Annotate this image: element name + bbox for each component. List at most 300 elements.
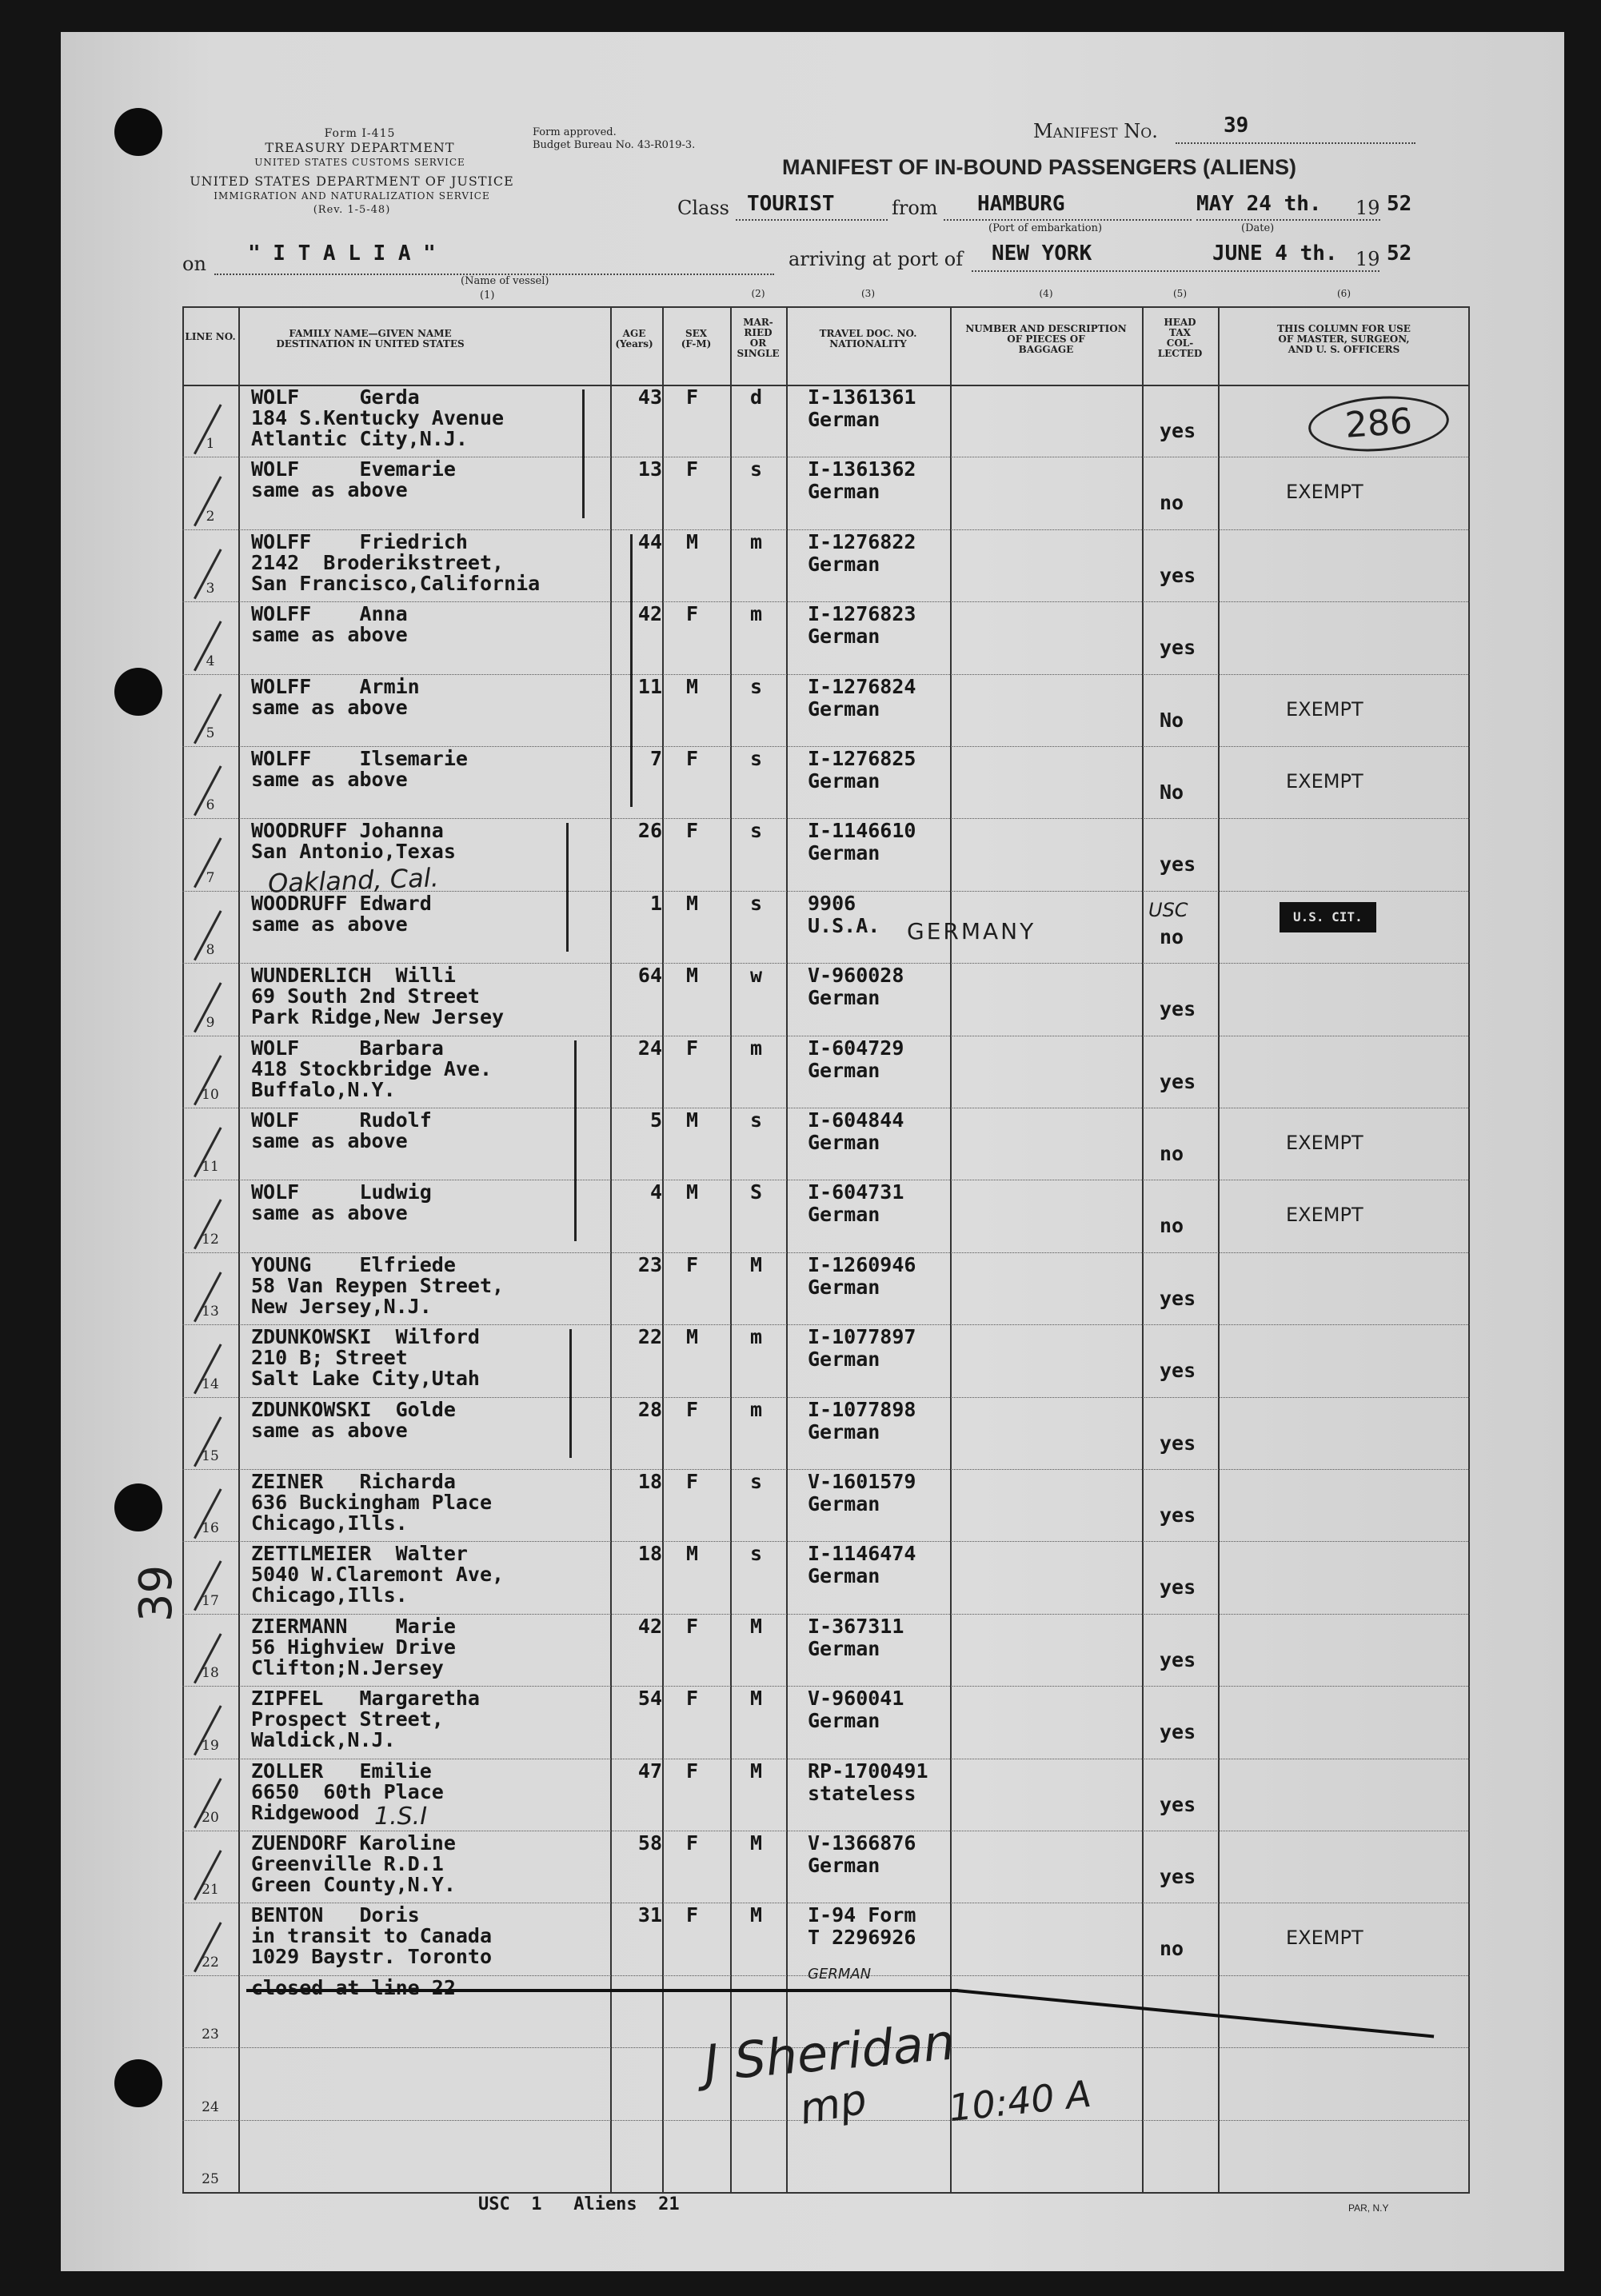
footer-printer: PAR, N.Y <box>1348 2202 1389 2214</box>
nationality: German <box>808 1058 880 1082</box>
sex-value: F <box>686 1831 699 1855</box>
line-number: 23 <box>202 2026 219 2043</box>
travel-doc-no: I-1276823 <box>808 602 916 626</box>
nationality: German <box>808 1420 880 1443</box>
travel-doc-no: V-1601579 <box>808 1470 916 1493</box>
passenger-name: WOLFF Ilsemarie <box>251 747 468 770</box>
date-line <box>1196 219 1380 221</box>
sex-value: M <box>686 964 699 988</box>
age-value: 1 <box>649 891 662 915</box>
age-value: 64 <box>637 964 662 988</box>
line-number: 8 <box>206 942 215 959</box>
passenger-name: WOLFF Friedrich <box>251 529 468 553</box>
head-tax: yes <box>1160 1069 1196 1093</box>
passenger-name: WOLF Gerda <box>251 385 420 409</box>
nationality: German <box>808 986 880 1010</box>
sex-value: M <box>686 1542 699 1566</box>
nationality: German <box>808 625 880 649</box>
line-number: 7 <box>206 869 215 886</box>
family-bracket <box>566 823 569 952</box>
handwritten-time: 10:40 A <box>946 2071 1093 2130</box>
head-tax: yes <box>1160 1720 1196 1744</box>
col-divider <box>610 306 612 2194</box>
destination-line1: same as above <box>251 912 408 936</box>
destination-line1: Prospect Street, <box>251 1707 444 1731</box>
nationality: stateless <box>808 1781 916 1805</box>
marital-value: S <box>750 1180 763 1204</box>
exempt-note: EXEMPT <box>1286 1132 1363 1154</box>
destination-line1: 58 Van Reypen Street, <box>251 1273 505 1297</box>
line-number: 21 <box>202 1882 219 1899</box>
line-number: 14 <box>202 1376 219 1392</box>
passenger-name: ZUENDORF Karoline <box>251 1831 456 1855</box>
form-approval <box>533 126 695 152</box>
travel-doc-no: I-1146610 <box>808 819 916 843</box>
passenger-name: ZEINER Richarda <box>251 1470 456 1493</box>
family-bracket <box>630 534 633 808</box>
age-value: 23 <box>637 1252 662 1276</box>
destination-line1: 2142 Broderikstreet, <box>251 550 505 574</box>
date-caption: (Date) <box>1241 222 1275 234</box>
handwritten-nationality-22: GERMAN <box>808 1966 872 1983</box>
age-value: 24 <box>637 1036 662 1060</box>
destination-line1: same as above <box>251 695 408 719</box>
age-value: 22 <box>637 1325 662 1349</box>
destination-line2: Chicago,Ills. <box>251 1511 408 1535</box>
date-value: MAY 24 th. <box>1196 192 1322 216</box>
passenger-name: WOLF Ludwig <box>251 1180 432 1204</box>
destination-line2: Salt Lake City,Utah <box>251 1367 480 1391</box>
punch-hole <box>114 668 162 716</box>
destination-line1: 56 Highview Drive <box>251 1635 456 1659</box>
form-id-block <box>240 126 480 170</box>
col-divider <box>950 306 952 2194</box>
line-number: 2 <box>206 508 215 525</box>
destination-line2: Clifton;N.Jersey <box>251 1655 444 1679</box>
travel-doc-no: I-604731 <box>808 1180 904 1204</box>
marital-value: s <box>750 674 763 698</box>
travel-doc-no: I-604844 <box>808 1108 904 1132</box>
col-baggage-head: NUMBER AND DESCRIPTION OF PIECES OF BAGGAGE <box>965 323 1127 355</box>
nationality: German <box>808 841 880 865</box>
arrival-year-prefix: 19 <box>1355 248 1380 270</box>
age-value: 54 <box>637 1687 662 1711</box>
line-number: 16 <box>202 1520 219 1537</box>
form-number: Form I-415 <box>324 127 396 140</box>
us-cit-stamp: U.S. CIT. <box>1280 902 1376 932</box>
passenger-name: ZETTLMEIER Walter <box>251 1542 468 1566</box>
marital-value: s <box>750 1542 763 1566</box>
travel-doc-no: I-367311 <box>808 1614 904 1638</box>
line-number: 22 <box>202 1954 219 1971</box>
age-value: 26 <box>637 819 662 843</box>
head-tax: yes <box>1160 1286 1196 1310</box>
head-tax: no <box>1160 924 1184 948</box>
destination-line1: in transit to Canada <box>251 1924 493 1948</box>
nationality: German <box>808 1636 880 1660</box>
col-line-head: LINE NO. <box>185 331 236 342</box>
manifest-no-value: 39 <box>1224 114 1249 138</box>
sex-value: F <box>686 747 699 770</box>
sex-value: M <box>686 1325 699 1349</box>
destination-line1: same as above <box>251 1418 408 1442</box>
marital-value: s <box>750 1470 763 1493</box>
sex-value: M <box>686 674 699 698</box>
closing-rule <box>246 1989 958 1992</box>
col-divider <box>1218 306 1220 2194</box>
class-line <box>736 219 888 221</box>
nationality: German <box>808 480 880 504</box>
form-revision: (Rev. 1-5-48) <box>313 204 391 216</box>
destination-line1: same as above <box>251 1201 408 1225</box>
passenger-name: WOLFF Armin <box>251 674 420 698</box>
passenger-name: ZIPFEL Margaretha <box>251 1687 480 1711</box>
col-headtax-head: HEAD TAX COL- LECTED <box>1157 317 1203 359</box>
marital-value: s <box>750 891 763 915</box>
nationality: German <box>808 769 880 793</box>
manifest-title: MANIFEST OF IN-BOUND PASSENGERS (ALIENS) <box>782 155 1297 179</box>
line-number: 6 <box>206 797 215 814</box>
age-value: 42 <box>637 1614 662 1638</box>
year-prefix: 19 <box>1355 197 1380 219</box>
passenger-name: ZOLLER Emilie <box>251 1759 432 1783</box>
passenger-name: WOLFF Anna <box>251 602 408 626</box>
nationality: German <box>808 408 880 431</box>
destination-line1: same as above <box>251 623 408 647</box>
line-number: 13 <box>202 1304 219 1320</box>
head-tax: yes <box>1160 419 1196 442</box>
destination-line1: 210 B; Street <box>251 1346 408 1370</box>
destination-line1: 636 Buckingham Place <box>251 1491 493 1514</box>
travel-doc-no: I-1077898 <box>808 1397 916 1421</box>
marital-value: s <box>750 747 763 770</box>
passenger-name: WOODRUFF Edward <box>251 891 432 915</box>
col-num-3: (3) <box>861 288 875 299</box>
destination-line1: Greenville R.D.1 <box>251 1852 444 1875</box>
head-tax: No <box>1160 781 1184 804</box>
destination-line2: Buffalo,N.Y. <box>251 1077 396 1101</box>
age-value: 28 <box>637 1397 662 1421</box>
line-number: 25 <box>202 2171 219 2187</box>
line-number: 1 <box>206 436 215 453</box>
marital-value: s <box>750 457 763 481</box>
col-num-4: (4) <box>1039 288 1053 299</box>
head-tax: yes <box>1160 1503 1196 1527</box>
passenger-name: ZDUNKOWSKI Golde <box>251 1397 456 1421</box>
col-sex-head: SEX (F-M) <box>681 328 712 349</box>
marital-value: w <box>750 964 763 988</box>
travel-doc-no: I-1276825 <box>808 747 916 770</box>
passenger-name: WOLF Barbara <box>251 1036 444 1060</box>
age-value: 44 <box>637 529 662 553</box>
family-bracket <box>569 1329 572 1458</box>
handwritten-initials: mp <box>796 2075 871 2134</box>
sex-value: F <box>686 457 699 481</box>
line-number: 5 <box>206 725 215 741</box>
nationality: German <box>808 1275 880 1299</box>
travel-doc-no: I-1260946 <box>808 1252 916 1276</box>
line-number: 17 <box>202 1592 219 1609</box>
destination-line2: Chicago,Ills. <box>251 1583 408 1607</box>
head-tax: yes <box>1160 1431 1196 1455</box>
col-married-head: MAR- RIED OR SINGLE <box>737 317 780 359</box>
travel-doc-no: I-94 Form <box>808 1903 916 1927</box>
marital-value: M <box>750 1831 763 1855</box>
passenger-table <box>182 288 1470 2194</box>
sex-value: F <box>686 1036 699 1060</box>
vessel-colnum: (1) <box>480 289 495 301</box>
passenger-name: WUNDERLICH Willi <box>251 964 456 988</box>
nationality: German <box>808 1854 880 1877</box>
line-number: 19 <box>202 1737 219 1754</box>
col-divider <box>730 306 732 2194</box>
passenger-name: closed at line 22 <box>251 1975 456 1999</box>
head-tax: yes <box>1160 563 1196 587</box>
sex-value: F <box>686 819 699 843</box>
nationality: German <box>808 1709 880 1733</box>
dept-justice: UNITED STATES DEPARTMENT OF JUSTICE <box>190 174 514 189</box>
travel-doc-no: I-1361362 <box>808 457 916 481</box>
head-tax: No <box>1160 708 1184 732</box>
age-value: 47 <box>637 1759 662 1783</box>
destination-line2: New Jersey,N.J. <box>251 1294 432 1318</box>
line-number: 15 <box>202 1448 219 1464</box>
exempt-note: EXEMPT <box>1286 770 1363 793</box>
head-tax: yes <box>1160 1865 1196 1888</box>
travel-doc-no: RP-1700491 <box>808 1759 928 1783</box>
head-tax: yes <box>1160 853 1196 876</box>
arrival-port: NEW YORK <box>992 242 1092 266</box>
exempt-note: EXEMPT <box>1286 1204 1363 1227</box>
arriving-label: arriving at port of <box>789 248 964 270</box>
col-divider <box>238 306 240 2194</box>
col-name-head: FAMILY NAME—GIVEN NAME DESTINATION IN UNITED STATES <box>276 328 465 349</box>
line-number: 18 <box>202 1665 219 1682</box>
dept-justice-sub: IMMIGRATION AND NATURALIZATION SERVICE <box>214 190 490 202</box>
destination-line2: San Francisco,California <box>251 571 541 595</box>
col-divider <box>662 306 664 2194</box>
sex-value: M <box>686 1180 699 1204</box>
age-value: 13 <box>637 457 662 481</box>
head-tax: no <box>1160 1937 1184 1961</box>
age-value: 4 <box>649 1180 662 1204</box>
sex-value: F <box>686 1687 699 1711</box>
vessel-caption: (Name of vessel) <box>461 275 549 287</box>
passenger-name: WOODRUFF Johanna <box>251 819 444 843</box>
marital-value: m <box>750 1036 763 1060</box>
dept-treasury-sub: UNITED STATES CUSTOMS SERVICE <box>254 157 465 168</box>
head-tax: yes <box>1160 1792 1196 1816</box>
head-tax: no <box>1160 1214 1184 1238</box>
marital-value: s <box>750 1108 763 1132</box>
destination-line1: same as above <box>251 478 408 502</box>
destination-line1: 418 Stockbridge Ave. <box>251 1056 493 1080</box>
arrival-year: 52 <box>1387 242 1412 266</box>
head-tax: yes <box>1160 1575 1196 1599</box>
age-value: 18 <box>637 1542 662 1566</box>
head-tax: yes <box>1160 636 1196 660</box>
line-number: 20 <box>202 1810 219 1826</box>
nationality: T 2296926 <box>808 1926 916 1950</box>
class-value: TOURIST <box>747 192 835 216</box>
family-bracket <box>574 1040 577 1241</box>
col-num-2: (2) <box>751 288 765 299</box>
nationality: German <box>808 697 880 721</box>
family-bracket <box>582 389 585 518</box>
destination-line1: 6650 60th Place <box>251 1779 444 1803</box>
handwritten-nationality: GERMANY <box>907 918 1036 944</box>
travel-doc-no: 9906 <box>808 891 856 915</box>
line-number: 12 <box>202 1231 219 1248</box>
line-number: 11 <box>202 1159 219 1176</box>
sex-value: F <box>686 385 699 409</box>
destination-line2: Waldick,N.J. <box>251 1728 396 1752</box>
punch-hole <box>114 1483 162 1531</box>
destination-line2: Green County,N.Y. <box>251 1873 456 1896</box>
age-value: 18 <box>637 1470 662 1493</box>
travel-doc-no: I-1276822 <box>808 529 916 553</box>
nationality: German <box>808 1131 880 1154</box>
marital-value: m <box>750 1397 763 1421</box>
travel-doc-no: I-1077897 <box>808 1325 916 1349</box>
sex-value: F <box>686 1614 699 1638</box>
age-value: 31 <box>637 1903 662 1927</box>
exempt-note: EXEMPT <box>1286 1927 1363 1950</box>
col-divider <box>786 306 788 2194</box>
sex-value: F <box>686 602 699 626</box>
handwritten-tax-mark: USC <box>1148 899 1188 921</box>
travel-doc-no: V-960041 <box>808 1687 904 1711</box>
passenger-name: ZDUNKOWSKI Wilford <box>251 1325 480 1349</box>
nationality: German <box>808 1564 880 1588</box>
sex-value: M <box>686 891 699 915</box>
head-tax: yes <box>1160 1647 1196 1671</box>
destination-line2: Park Ridge,New Jersey <box>251 1005 505 1029</box>
head-tax: yes <box>1160 1359 1196 1383</box>
marital-value: M <box>750 1614 763 1638</box>
on-label: on <box>182 253 206 275</box>
exempt-note: EXEMPT <box>1286 697 1363 721</box>
travel-doc-no: I-604729 <box>808 1036 904 1060</box>
destination-line2: Atlantic City,N.J. <box>251 427 468 450</box>
marital-value: m <box>750 529 763 553</box>
sex-value: M <box>686 529 699 553</box>
vessel-value: " I T A L I A " <box>248 242 436 266</box>
port-caption: (Port of embarkation) <box>988 222 1103 234</box>
destination-line1: same as above <box>251 768 408 791</box>
travel-doc-no: I-1361361 <box>808 385 916 409</box>
handwritten-note: 1.S.I <box>374 1803 428 1831</box>
passenger-name: BENTON Doris <box>251 1903 420 1927</box>
destination-line1: 69 South 2nd Street <box>251 984 480 1008</box>
sex-value: F <box>686 1470 699 1493</box>
nationality: German <box>808 1203 880 1227</box>
marital-value: M <box>750 1903 763 1927</box>
handwritten-correction: Oakland, Cal. <box>267 862 440 899</box>
destination-line1: 5040 W.Claremont Ave, <box>251 1563 505 1587</box>
arrival-line <box>972 270 1379 272</box>
approved-text: Form approved. <box>533 126 617 138</box>
sex-value: F <box>686 1252 699 1276</box>
col-num-5: (5) <box>1173 288 1187 299</box>
class-label: Class <box>677 197 729 219</box>
footer-count: USC 1 Aliens 21 <box>478 2194 680 2214</box>
line-number: 10 <box>202 1087 219 1103</box>
line-number: 4 <box>206 653 215 669</box>
passenger-name: WOLF Rudolf <box>251 1108 432 1132</box>
from-label: from <box>892 197 938 219</box>
line-number: 9 <box>206 1014 215 1031</box>
marital-value: M <box>750 1759 763 1783</box>
nationality: U.S.A. <box>808 913 880 937</box>
arrival-date: JUNE 4 th. <box>1212 242 1338 266</box>
marital-value: M <box>750 1687 763 1711</box>
destination-line2: 1029 Baystr. Toronto <box>251 1945 493 1969</box>
marital-value: m <box>750 1325 763 1349</box>
margin-number: 39 <box>130 1564 183 1623</box>
passenger-name: YOUNG Elfriede <box>251 1252 456 1276</box>
punch-hole <box>114 2059 162 2107</box>
destination-line1: San Antonio,Texas <box>251 840 456 864</box>
manifest-no-line <box>1176 142 1415 144</box>
travel-doc-no: V-1366876 <box>808 1831 916 1855</box>
handwritten-signature: J Sheridan <box>701 2012 957 2093</box>
justice-block <box>176 174 528 218</box>
from-line <box>944 219 1192 221</box>
dept-treasury: TREASURY DEPARTMENT <box>265 140 455 155</box>
sheet-number: 286 <box>1307 392 1451 456</box>
destination-line2: Ridgewood <box>251 1800 360 1824</box>
destination-line1: 184 S.Kentucky Avenue <box>251 406 505 429</box>
col-travel-head: TRAVEL DOC. NO. NATIONALITY <box>819 328 917 349</box>
col-officers-head: THIS COLUMN FOR USE OF MASTER, SURGEON, AND U. S. OFFICERS <box>1277 323 1411 355</box>
sex-value: F <box>686 1397 699 1421</box>
head-tax: no <box>1160 1142 1184 1165</box>
head-tax: no <box>1160 491 1184 515</box>
exempt-note: EXEMPT <box>1286 481 1363 504</box>
nationality: German <box>808 552 880 576</box>
age-value: 58 <box>637 1831 662 1855</box>
nationality: German <box>808 1492 880 1515</box>
age-value: 43 <box>637 385 662 409</box>
line-number: 3 <box>206 581 215 597</box>
nationality: German <box>808 1348 880 1372</box>
sex-value: M <box>686 1108 699 1132</box>
year-value: 52 <box>1387 192 1412 216</box>
marital-value: d <box>750 385 763 409</box>
sex-value: F <box>686 1903 699 1927</box>
col-num-6: (6) <box>1337 288 1351 299</box>
passenger-name: WOLF Evemarie <box>251 457 456 481</box>
age-value: 5 <box>649 1108 662 1132</box>
manifest-no-label: Manifest No. <box>1033 120 1158 142</box>
col-age-head: AGE (Years) <box>615 328 653 349</box>
travel-doc-no: I-1146474 <box>808 1542 916 1566</box>
marital-value: M <box>750 1252 763 1276</box>
marital-value: m <box>750 602 763 626</box>
travel-doc-no: I-1276824 <box>808 674 916 698</box>
col-divider <box>1142 306 1144 2194</box>
age-value: 42 <box>637 602 662 626</box>
from-value: HAMBURG <box>977 192 1065 216</box>
age-value: 11 <box>637 674 662 698</box>
marital-value: s <box>750 819 763 843</box>
passenger-name: ZIERMANN Marie <box>251 1614 456 1638</box>
budget-text: Budget Bureau No. 43-R019-3. <box>533 139 696 151</box>
punch-hole <box>114 108 162 156</box>
travel-doc-no: V-960028 <box>808 964 904 988</box>
destination-line1: same as above <box>251 1129 408 1152</box>
